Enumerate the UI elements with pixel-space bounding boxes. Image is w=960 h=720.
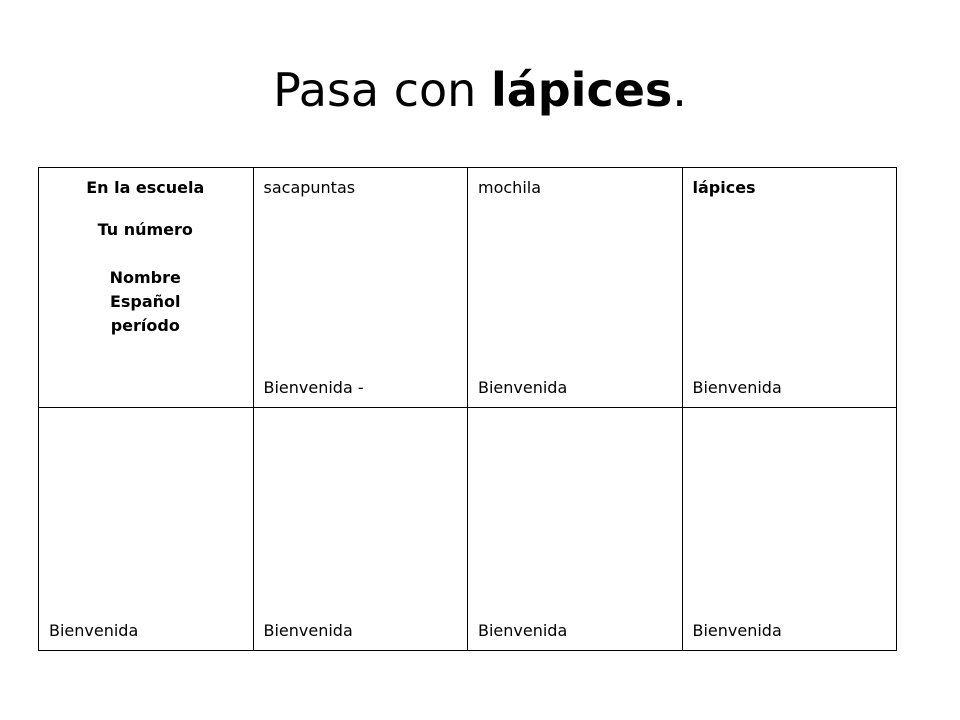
table-cell <box>682 168 897 408</box>
vocab-word: lápices <box>692 178 756 197</box>
cell-footer-text: Bienvenida <box>478 378 568 397</box>
school-label: En la escuela <box>86 178 205 197</box>
cell-footer-text: Bienvenida <box>692 378 782 397</box>
period-label: período <box>110 316 180 335</box>
table-cell <box>682 408 897 651</box>
name-label: Nombre <box>109 268 181 287</box>
spanish-label: Español <box>109 292 181 311</box>
info-cell <box>39 168 254 408</box>
word-table <box>38 167 897 651</box>
table-row <box>39 408 897 651</box>
table-cell <box>253 168 468 408</box>
cell-footer-text: Bienvenida <box>263 621 353 640</box>
number-label: Tu número <box>97 220 193 239</box>
cell-footer-text: Bienvenida <box>49 621 139 640</box>
table-cell <box>468 168 683 408</box>
cell-footer-text: Bienvenida <box>692 621 782 640</box>
vocab-word: sacapuntas <box>263 178 356 197</box>
cell-footer-text: Bienvenida - <box>263 378 364 397</box>
table-cell <box>468 408 683 651</box>
table-cell <box>39 408 254 651</box>
table-row <box>39 168 897 408</box>
page-title <box>0 58 960 122</box>
title-bold-word: lápices <box>490 63 673 117</box>
title-prefix: Pasa con <box>273 63 491 117</box>
table-cell <box>253 408 468 651</box>
cell-footer-text: Bienvenida <box>478 621 568 640</box>
vocab-word: mochila <box>478 178 542 197</box>
title-suffix: . <box>672 63 687 117</box>
